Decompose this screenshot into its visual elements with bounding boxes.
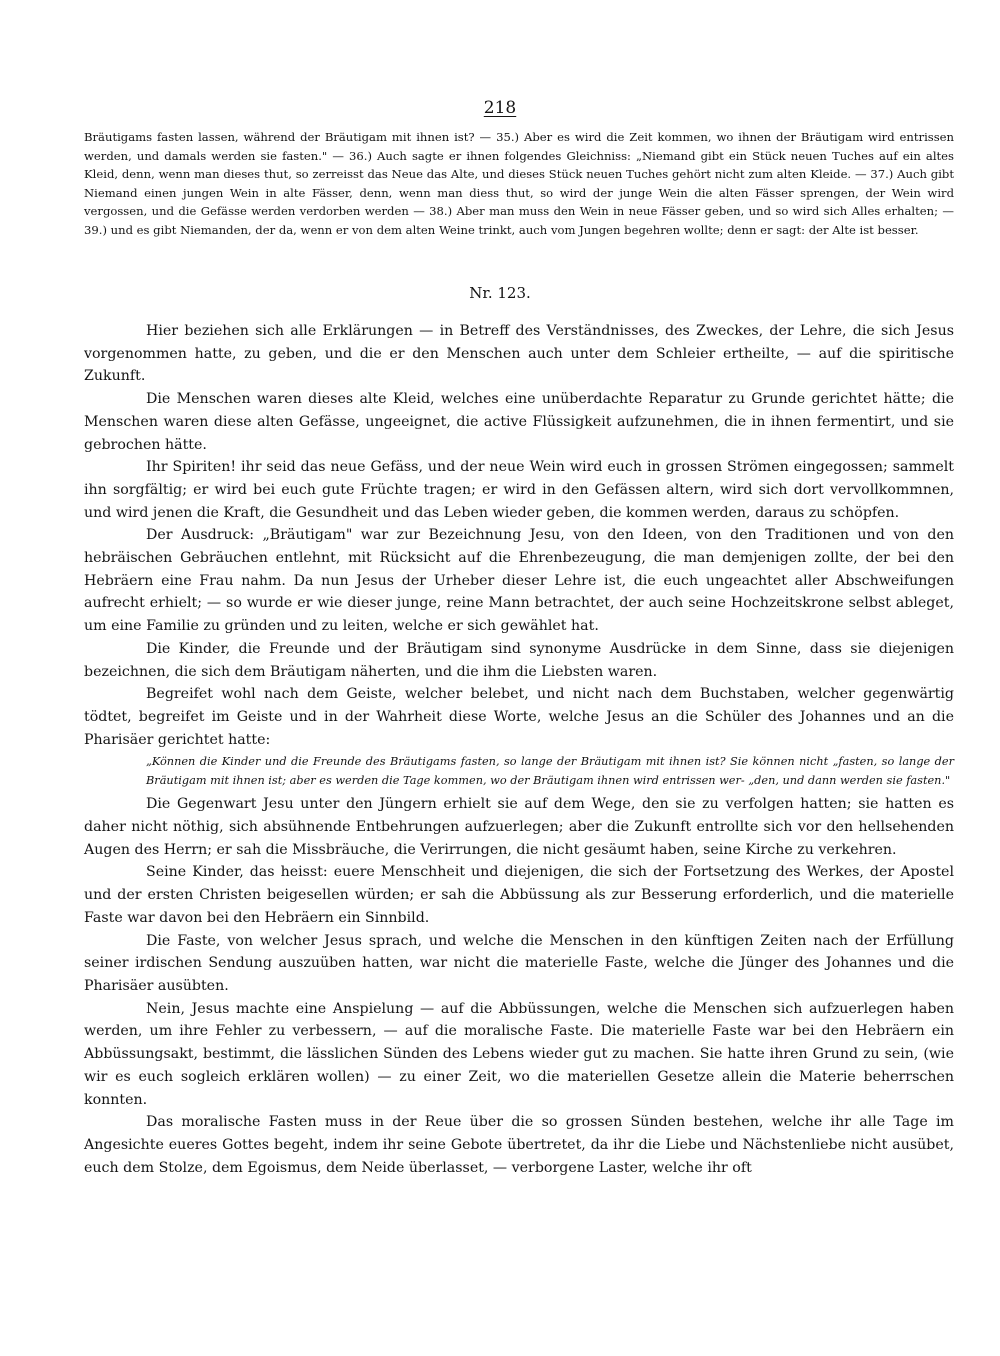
paragraph: Nein, Jesus machte eine Anspielung — auf die Abbüssungen, welche die Menschen sich aufzuerlegen haben werden, um ihre Fehler zu verbessern, — auf die moralische Faste. Die materielle Faste war bei den Hebräern ein Abbüssungsakt, bestimmt, die lässlichen Sünden des Lebens wieder gut zu machen. Sie hatte ihren Grund zu sein, (wie wir es euch sogleich erklären wollen) — zu einer Zeit, wo die materiellen Gesetze allein die Materie beherrschen konnten. <box>84 1000 954 1108</box>
intro-line: da, wenn er von dem alten Weine trinkt, auch vom Jungen begehren wollte; denn er sagt: der Alte ist besser. <box>278 222 919 237</box>
paragraph: Seine Kinder, das heisst: euere Menschheit und diejenigen, die sich der Fortsetzung des Werkes, der Apostel und der ersten Christen beigesellen würden; er sah die Abbüssung als zur Besserung erforderlich, und die materielle Faste war davon bei den Hebräern ein Sinnbild. <box>84 864 954 926</box>
intro-line: Tuches gehört nicht zum alten Kleide. — 37.) Auch gibt Niemand einen jungen Wein in alte Fässer, denn, wenn man diess <box>84 167 955 200</box>
main-text <box>84 320 954 1179</box>
paragraph: Hier beziehen sich alle Erklärungen — in Betreff des Verständnisses, des Zweckes, der Lehre, die sich Jesus vorgenommen hatte, zu geben, und die er den Menschen auch unter dem Schleier ertheilte, — auf die spiritische Zukunft. <box>84 323 954 385</box>
paragraph: Der Ausdruck: „Bräutigam" war zur Bezeichnung Jesu, von den Ideen, von den Traditionen und von den hebräischen Gebräuchen entlehnt, mit Rücksicht auf die Ehrenbezeugung, die man demjenigen zollte, der bei den Hebräern eine Frau nahm. Da nun Jesus der Urheber dieser Lehre ist, die euch ungeachtet aller Abschweifungen aufrecht erhielt; — so wurde er wie dieser junge, reine Mann betrachtet, der auch seine Hochzeitskrone selbst ableget, um eine Familie zu gründen und zu leiten, welche er sich gewählet hat. <box>84 527 954 635</box>
paragraph: Begreifet wohl nach dem Geiste, welcher belebet, und nicht nach dem Buchstaben, welcher gegenwärtig tödtet, begreifet im Geiste und in der Wahrheit diese Worte, welche Jesus an die Schüler des Johannes und an die Pharisäer gerichtet hatte: <box>84 686 954 748</box>
paragraph: Die Menschen waren dieses alte Kleid, welches eine unüberdachte Reparatur zu Grunde gerichtet hätte; die Menschen waren diese alten Gefässe, ungeeignet, die active Flüssigkeit aufzunehmen, die in ihnen fermentirt, und sie gebrochen hätte. <box>84 391 954 453</box>
intro-line: thut, so wird der junge Wein die alten Fässer sprengen, der Wein wird vergossen, und die Gefässe werden verdorben werden <box>84 185 954 218</box>
paragraph: Die Kinder, die Freunde und der Bräutigam sind synonyme Ausdrücke in dem Sinne, dass sie diejenigen bezeichnen, die sich dem Bräutigam näherten, und die ihm die Liebsten waren. <box>84 640 954 680</box>
intro-line: wird entrissen werden, und damals werden sie fasten." — 36.) Auch sagte er ihnen folgendes Gleichniss: „Niemand gibt ein <box>84 130 955 163</box>
intro-passage <box>84 128 954 239</box>
paragraph: Das moralische Fasten muss in der Reue über die so grossen Sünden bestehen, welche ihr alle Tage im Angesichte eueres Gottes begeht, indem ihr seine Gebote übertretet, da ihr die Liebe und Nächstenliebe nicht ausübet, euch dem Stolze, dem Egoismus, dem Neide überlasset, — verborgene Laster, welche ihr oft <box>84 1114 954 1176</box>
paragraph: Ihr Spiriten! ihr seid das neue Gefäss, und der neue Wein wird euch in grossen Strömen eingegossen; sammelt ihn sorgfältig; er wird bei euch gute Früchte tragen; er wird in den Gefässen altern, wird sich dort vervollkommnen, und wird jenen die Kraft, die Gesundheit und das Leben wieder geben, die kommen werden, daraus zu schöpfen. <box>84 459 954 521</box>
intro-line: — 38.) Aber man muss den Wein in neue Fässer geben, und so wird sich Alles erhalten; — 39.) und es gibt Niemanden, der <box>84 204 954 237</box>
page-number: 218 <box>483 98 517 118</box>
quote-paragraph: „Können die Kinder und die Freunde des Bräutigams fasten, so lange der Bräutigam mit ihnen ist? Sie können nicht „fasten, so lange der Bräutigam mit ihnen ist; aber es werden die Tage kommen, wo der Bräutigam ihnen wird entrissen wer- „den, und dann werden sie fasten." <box>146 755 954 787</box>
paragraph: Die Faste, von welcher Jesus sprach, und welche die Menschen in den künftigen Zeiten nach der Erfüllung seiner irdischen Sendung auszuüben hatten, war nicht die materielle Faste, welche die Jünger des Johannes und die Pharisäer ausübten. <box>84 932 954 994</box>
paragraph: Die Gegenwart Jesu unter den Jüngern erhielt sie auf dem Wege, den sie zu verfolgen hatten; sie hatten es daher nicht nöthig, sich absühnende Entbehrungen aufzuerlegen; aber die Zukunft entrollte sich vor den hellsehenden Augen des Herrn; er sah die Missbräuche, die Verirrungen, die nicht gesäumt haben, seine Kirche zu verkehren. <box>84 796 954 858</box>
intro-line: Bräutigams fasten lassen, während der Bräutigam mit ihnen ist? — 35.) Aber es wird die Zeit kommen, wo ihnen der Bräutigam <box>84 130 864 144</box>
intro-line: Stück neuen Tuches auf ein altes Kleid, denn, wenn man dieses thut, so zerreisst das Neue das Alte, und dieses Stück neuen <box>84 148 954 181</box>
section-heading: Nr. 123. <box>469 284 531 302</box>
